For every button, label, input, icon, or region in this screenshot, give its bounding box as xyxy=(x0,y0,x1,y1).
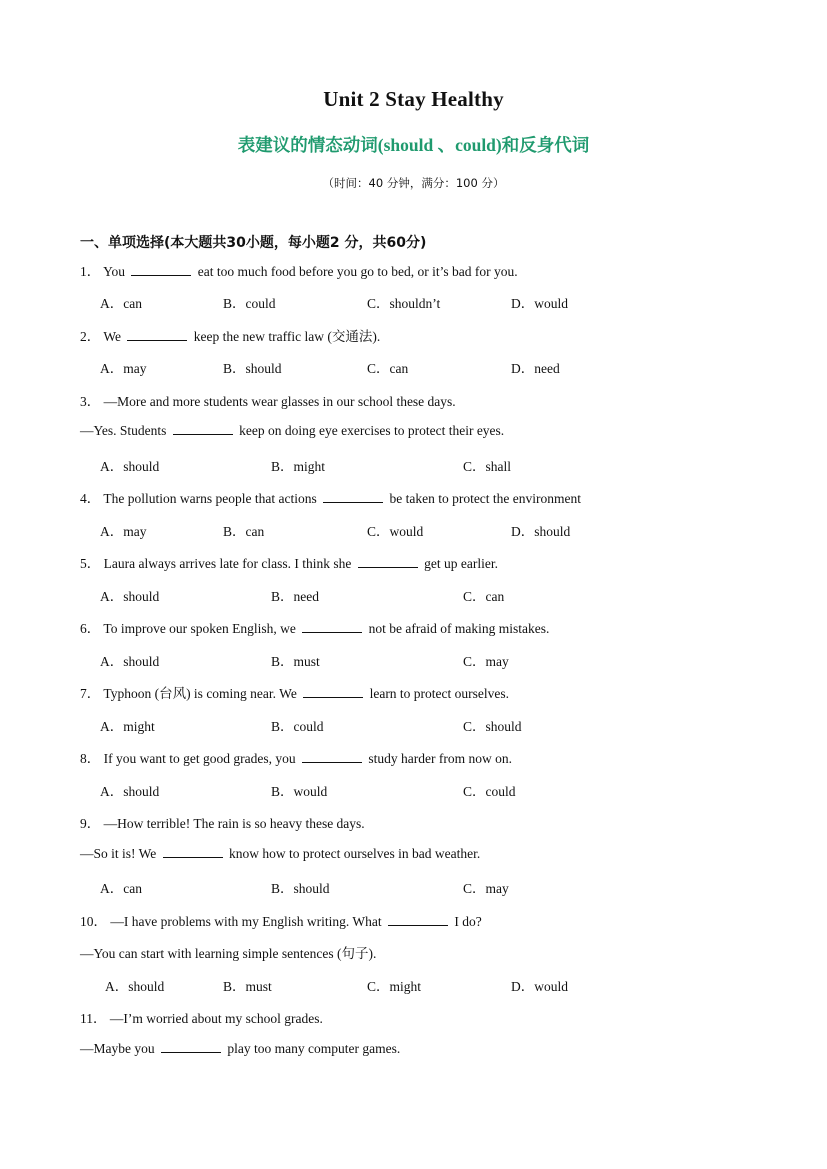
option-d[interactable]: D．would xyxy=(511,296,568,311)
option-d[interactable]: D．need xyxy=(511,361,560,376)
question-text-pre: If you want to get good grades, you xyxy=(103,751,296,766)
question-7 xyxy=(80,682,509,702)
question-text-post: study harder from now on. xyxy=(368,751,512,766)
question-5 xyxy=(80,552,498,572)
option-a[interactable]: A．may xyxy=(100,361,147,376)
question-text-pre: The pollution warns people that actions xyxy=(103,491,317,506)
option-d[interactable]: D．should xyxy=(511,524,571,539)
question-text-pre: —Yes. Students xyxy=(80,423,167,438)
question-number: 7． xyxy=(80,686,101,701)
answer-blank[interactable] xyxy=(173,422,233,435)
question-text-post: be taken to protect the environment xyxy=(389,491,582,506)
option-a[interactable]: A．should xyxy=(105,979,165,994)
option-a[interactable]: A．can xyxy=(100,881,142,896)
option-c[interactable]: C．can xyxy=(367,361,409,376)
question-number: 2． xyxy=(80,329,101,344)
question-number: 4． xyxy=(80,491,101,506)
question-4 xyxy=(80,487,581,507)
question-10 xyxy=(80,910,482,930)
question-3-reply xyxy=(80,422,504,439)
answer-blank[interactable] xyxy=(358,555,418,568)
option-d[interactable]: D．would xyxy=(511,979,568,994)
question-line-1: —I’m worried about my school grades. xyxy=(109,1011,323,1026)
question-number: 1． xyxy=(80,264,101,279)
option-b[interactable]: B．should xyxy=(223,361,282,376)
section-heading: 一、单项选择(本大题共30小题，每小题2 分，共60分) xyxy=(80,235,427,251)
question-text-pre: —Maybe you xyxy=(80,1041,155,1056)
question-line-1: —I have problems with my English writing. What xyxy=(110,914,382,929)
question-text-post: get up earlier. xyxy=(424,556,498,571)
option-c[interactable]: C．might xyxy=(367,979,422,994)
option-a[interactable]: A．might xyxy=(100,719,155,734)
question-text-post: eat too much food before you go to bed, or it’s bad for you. xyxy=(197,264,518,279)
question-line-1: —How terrible! The rain is so heavy these days. xyxy=(103,816,365,831)
option-c[interactable]: C．should xyxy=(463,719,522,734)
question-2 xyxy=(80,325,380,345)
question-6 xyxy=(80,617,549,637)
question-9-reply xyxy=(80,845,480,862)
option-c[interactable]: C．shouldn’t xyxy=(367,296,441,311)
question-number: 3． xyxy=(80,394,101,409)
option-a[interactable]: A．should xyxy=(100,654,160,669)
question-8 xyxy=(80,747,512,767)
option-a[interactable]: A．can xyxy=(100,296,142,311)
option-c[interactable]: C．may xyxy=(463,654,509,669)
answer-blank[interactable] xyxy=(303,685,363,698)
option-c[interactable]: C．may xyxy=(463,881,509,896)
question-text-post: keep the new traffic law (交通法). xyxy=(193,329,381,344)
option-b[interactable]: B．could xyxy=(223,296,276,311)
question-11-reply xyxy=(80,1040,400,1057)
question-line-1-end: I do? xyxy=(454,914,482,929)
answer-blank[interactable] xyxy=(388,913,448,926)
question-line-1: —More and more students wear glasses in our school these days. xyxy=(103,394,456,409)
answer-blank[interactable] xyxy=(323,490,383,503)
option-b[interactable]: B．could xyxy=(271,719,324,734)
option-c[interactable]: C．would xyxy=(367,524,424,539)
question-number: 8． xyxy=(80,751,101,766)
question-line-2: —You can start with learning simple sentences (句子). xyxy=(80,946,377,961)
document-subtitle: 表建议的情态动词(should 、could)和反身代词 xyxy=(237,135,590,155)
question-number: 5． xyxy=(80,556,101,571)
option-b[interactable]: B．must xyxy=(271,654,320,669)
option-b[interactable]: B．need xyxy=(271,589,319,604)
question-number: 9． xyxy=(80,816,101,831)
question-text-post: play too many computer games. xyxy=(227,1041,401,1056)
question-number: 10． xyxy=(80,914,107,929)
question-3 xyxy=(80,390,456,410)
answer-blank[interactable] xyxy=(163,845,223,858)
option-c[interactable]: C．shall xyxy=(463,459,512,474)
question-number: 11． xyxy=(80,1011,107,1026)
question-text-post: know how to protect ourselves in bad weather. xyxy=(229,846,481,861)
option-a[interactable]: A．should xyxy=(100,589,160,604)
answer-blank[interactable] xyxy=(302,620,362,633)
question-text-post: not be afraid of making mistakes. xyxy=(368,621,550,636)
question-text-pre: Laura always arrives late for class. I think she xyxy=(103,556,352,571)
option-b[interactable]: B．must xyxy=(223,979,272,994)
option-c[interactable]: C．can xyxy=(463,589,505,604)
answer-blank[interactable] xyxy=(131,263,191,276)
answer-blank[interactable] xyxy=(302,750,362,763)
question-1 xyxy=(80,260,518,280)
answer-blank[interactable] xyxy=(127,328,187,341)
exam-meta: （时间：40 分钟，满分：100 分） xyxy=(322,176,505,190)
option-b[interactable]: B．can xyxy=(223,524,265,539)
question-text-pre: —So it is! We xyxy=(80,846,157,861)
option-c[interactable]: C．could xyxy=(463,784,516,799)
option-a[interactable]: A．should xyxy=(100,459,160,474)
question-number: 6． xyxy=(80,621,101,636)
option-b[interactable]: B．would xyxy=(271,784,328,799)
question-9 xyxy=(80,812,365,832)
option-a[interactable]: A．may xyxy=(100,524,147,539)
question-text-pre: Typhoon (台风) is coming near. We xyxy=(103,686,297,701)
question-text-post: keep on doing eye exercises to protect their eyes. xyxy=(239,423,505,438)
answer-blank[interactable] xyxy=(161,1040,221,1053)
question-text-post: learn to protect ourselves. xyxy=(369,686,510,701)
question-10-reply xyxy=(80,942,376,962)
option-b[interactable]: B．might xyxy=(271,459,326,474)
question-text-pre: To improve our spoken English, we xyxy=(103,621,296,636)
option-a[interactable]: A．should xyxy=(100,784,160,799)
document-title: Unit 2 Stay Healthy xyxy=(323,87,504,111)
question-text-pre: We xyxy=(103,329,122,344)
option-b[interactable]: B．should xyxy=(271,881,330,896)
question-text-pre: You xyxy=(103,264,126,279)
question-11 xyxy=(80,1007,323,1027)
